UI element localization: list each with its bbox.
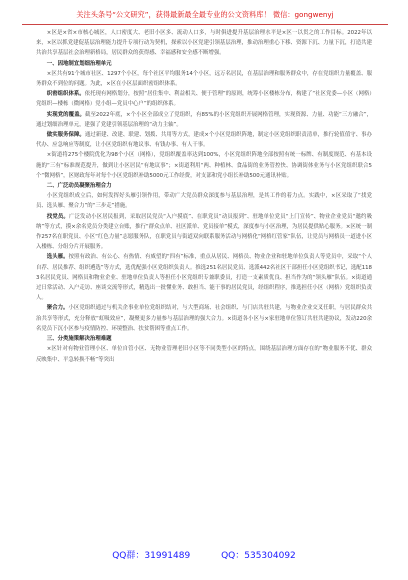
body-paragraph [36, 89, 372, 109]
body-paragraph [36, 344, 372, 364]
paragraph-text: ×区共有91个城市社区、1297个小区，每个社区平均服务14个小区，远万名居民，在基层治理和服务群众中，存在党组织力量覆盖、服务群众不到位的问题。为此，×区在小区层面织密组织体系。 [36, 70, 372, 88]
footer-qq-number: QQ：535304092 [221, 551, 296, 561]
paragraph-text: 广泛发动小区居民报到，采取居民党员“入户摸底”、在职党员“动员报到”、驻地单位党员“上门宣传”、物业企业党员“邀约吸纳”等方式，摸×余名党员分类建立台账，推行“群众点单、社区派单、党员接单”模式，深度参与小区治理，为居民提供贴心服务。×区统一制作257名在职党员、小区“红色力量”志愿服务队，在职党员与街道双向联系服务活动与网格化“网格红管家”队伍，让党员与网格员一道进小区入楼栋、分组分片开展服务。 [36, 213, 372, 251]
section-heading [36, 334, 372, 344]
body-paragraph [36, 212, 372, 253]
footer [0, 549, 408, 563]
header-banner: 关注头条号“公文研究”，获得最新最全最专业的公文资料库！ 微信：gongwenyj [76, 10, 334, 19]
paragraph-lead: 做实服务保障。 [46, 132, 85, 139]
body-paragraph [36, 303, 372, 334]
paragraph-text: 按照有政治、有公心、有热情、有威望的“四有”标准，重点从居民、网格员、物业企业和驻地单位负责人等党员中，采取“个人自荐、居民推荐、组织遴选”等方式，选优配强小区党组织负责人。推选251名居民党员、选派442名社区干部担任小区党组织书记，选配1183名居民党员、网格员和物业企业、驻地单位负责人等担任小区党组织专兼职委员，打造一支素质优良、担当作为的“领头雁”队伍。×街道通过日常活动、入户走访、座谈交流等形式，精选出一批懂业务、敢担当、能干事的居民党员，经组织程序，推选担任小区（网格）党组织负责人。 [36, 254, 372, 302]
body-paragraph [36, 69, 372, 89]
paragraph-lead: 找党员。 [46, 213, 69, 220]
body-paragraph [36, 150, 372, 181]
paragraph-lead: 选头雁。 [46, 254, 69, 261]
section-heading [36, 59, 372, 69]
document-body [36, 28, 372, 548]
paragraph-text: 通过新建、改建、联建、划拨、共用等方式，建成×个小区党组织阵地，制定小区党组织职责清单，推行轮值值守、事办代办、应急响应等制度，让小区党组织有地议事、有钱办事、有人干事。 [36, 132, 372, 149]
paragraph-lead: 织密组织体系。 [46, 91, 85, 98]
section-heading [36, 181, 372, 191]
paragraph-text: ×区针对有物业管理小区、单位自管小区、无物业管理老旧小区等不同类型小区的特点，围绕基层治理方面存在的“物业服务不优、群众反映集中、平急转换不畅”等突出 [36, 346, 372, 363]
paragraph-text: 截至2022年底，×个小区全部成立了党组织，有85%的小区党组织开展网格管理，实现资源、力量、功能“三方融合”，通过划细治理单元，建强了党建引领基层治理的“动力主轴”。 [36, 111, 372, 128]
body-paragraph [36, 110, 372, 130]
paragraph-text: 二、广泛动员凝聚治理合力 [46, 183, 112, 190]
paragraph-lead: 实现党的覆盖。 [46, 111, 85, 118]
footer-qq-group: QQ群：31991489 [112, 551, 191, 561]
paragraph-text: ×区是×省×市核心城区，人口密度大、老旧小区多、流动人口多，与时俱进提升基层治理水平是×区一以贯之的工作目标。2022年以来，×区以抓党建促基层治理能力提升专项行动为契机，探索以小区党建引领基层治理，推动治理重心下移、资源下沉、力量下沉，打造共建共治共享基层社会治理新格局，居民群众的获得感、幸福感和安全感不断增强。 [36, 30, 372, 57]
paragraph-text: 三、分类施策解决治理难题 [46, 336, 112, 343]
body-paragraph [36, 28, 372, 59]
paragraph-text: 小区党组织通过与机关企事业单位党组织结对，与大型商场、社会组织、与门店共驻共建，与物业企业交叉任职，与居民群众共治共享等形式，充分释放“虹吸效应”，凝聚更多力量参与基层治理的强大合力。×街道各小区与×家驻地单位签订共驻共建协议，发动220余名党员下沉小区参与疫情防控、环境整治、扶贫帮困等重点工作。 [36, 305, 372, 332]
paragraph-text: ×街道将275个楼院优化为98个小区（网格），党组织覆盖率达到100%，小区党组织阵地全部按照有统一标牌、有制度规范、有基本设施的“三有”标准规范提升，做到让小区居民“有地议事”；×街道利用“两、种植林、食品街的业务管控快、协调街体业务与小区党组织联合5个“微网格”，区财政每年对每个小区党组织补助5000元工作经费，对支部和党小组长补助500元通讯补贴。 [36, 152, 372, 179]
paragraph-text: 小区党组织成立后，如何发挥好头雁引领作用，带动广大党员群众深度参与基层治理，是其工作的着力点。实践中，×区采取了“找党员、选头雁、聚合力”的“三步走”措施。 [36, 193, 372, 210]
paragraph-lead: 聚合力。 [46, 305, 69, 312]
paragraph-text: 一、因地制宜划细治理单元 [46, 60, 112, 67]
body-paragraph [36, 191, 372, 211]
body-paragraph [36, 130, 372, 150]
paragraph-text: 依托现有网格划分，按照“居住集中、利益相关、便于管理”的原则，统筹小区楼栋分布，构建了“社区党委—小区（网格）党组织—楼栋（微网格）党小组—党员中心户”的组织体系。 [36, 91, 372, 108]
header-divider [22, 24, 388, 25]
body-paragraph [36, 252, 372, 303]
